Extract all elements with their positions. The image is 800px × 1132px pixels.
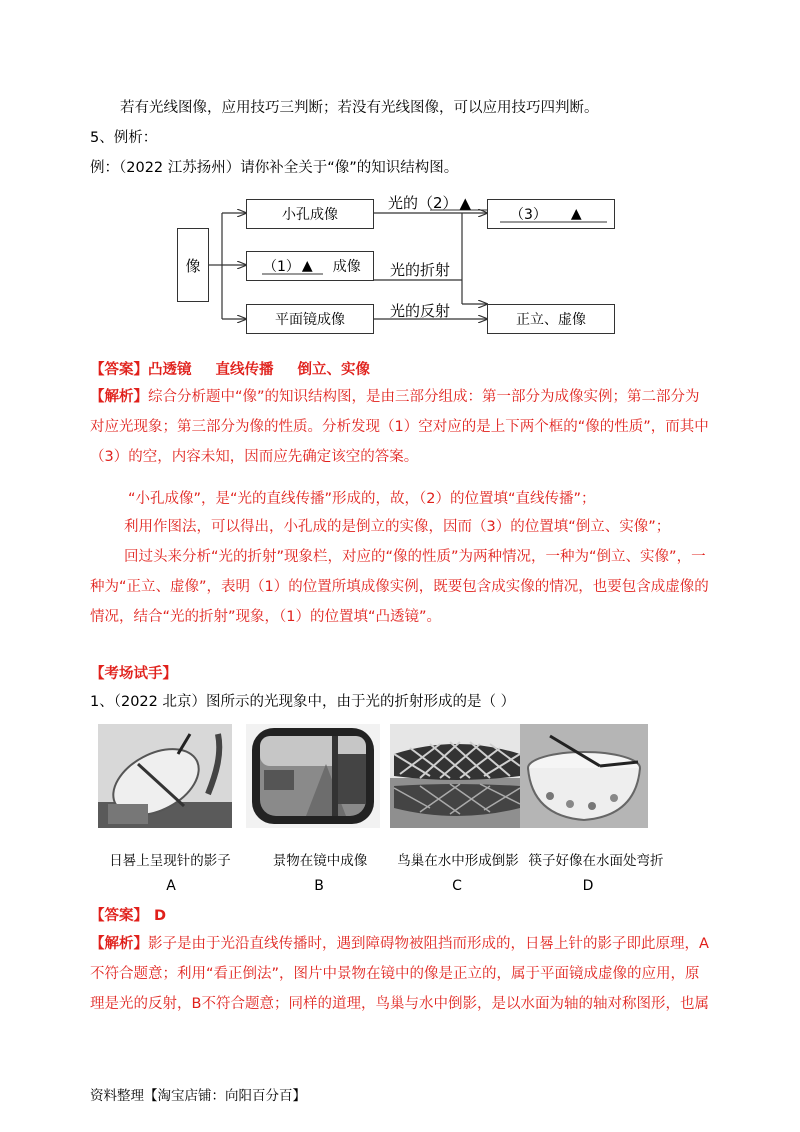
upright-label: 正立、虚像 [516, 312, 586, 328]
diagram-connectors [0, 0, 800, 340]
answer-1-item-1: 凸透镜 [148, 362, 192, 378]
pinhole-label: 小孔成像 [282, 207, 338, 223]
sundial-image-icon [98, 724, 232, 828]
analysis-1-p4: 回过头来分析“光的折射”现象栏，对应的“像的性质”为两种情况，一种为“倒立、实像”，一种为“正立、虚像”，表明（1）的位置所填成像实例，既要包含成实像的情况，也要包含成虚像的情况，结合“光的折射”现象，（1）的位置填“凸透镜”。 [90, 549, 709, 625]
blank1-suffix: 成像 [332, 259, 361, 275]
analysis-2 [90, 929, 712, 1019]
option-a-letter: A [166, 878, 176, 894]
edge-label-bot: 光的反射 [390, 302, 451, 320]
edge-label-mid: 光的折射 [390, 261, 451, 279]
analysis-1-label: 【解析】 [90, 389, 148, 405]
analysis-2-label: 【解析】 [90, 936, 148, 952]
edge-top-triangle-icon: ▲ [459, 194, 472, 212]
diagram-root-label: 像 [185, 256, 201, 275]
answer-1-item-2: 直线传播 [215, 362, 274, 378]
option-c-image [390, 724, 524, 828]
option-a-caption: 日晷上呈现针的影子 [109, 853, 231, 869]
analysis-1-p1 [90, 382, 710, 472]
diagram-root-box [177, 228, 209, 302]
answer-2-label: 【答案】 [90, 908, 148, 924]
option-d-letter: D [582, 878, 594, 894]
diagram-box-blank3 [487, 199, 615, 229]
practice-heading: 【考场试手】 [90, 666, 177, 682]
answer-1-item-3: 倒立、实像 [297, 362, 370, 378]
answer-1-label: 【答案】 [90, 362, 148, 378]
answer-1 [90, 360, 370, 380]
blank1-number: （1） [263, 259, 300, 275]
birds-nest-image-icon [390, 724, 524, 828]
option-c-caption: 鸟巢在水中形成倒影 [397, 853, 519, 869]
diagram-box-blank1 [246, 251, 374, 281]
knowledge-diagram [0, 0, 800, 340]
mirror-label: 平面镜成像 [275, 312, 345, 328]
diagram-box-pinhole [246, 199, 374, 229]
answer-2 [90, 906, 166, 926]
edge-top-text: 光的（2） [388, 194, 458, 212]
intro-line: 若有光线图像，应用技巧三判断；若没有光线图像，可以应用技巧四判断。 [120, 100, 599, 116]
chopsticks-bowl-image-icon [520, 724, 648, 828]
analysis-1-p3: 利用作图法，可以得出，小孔成的是倒立的实像，因而（3）的位置填“倒立、实像”； [124, 519, 671, 535]
analysis-1-p1-text: 综合分析题中“像”的知识结构图，是由三部分组成：第一部分为成像实例；第二部分为对应光现象；第三部分为像的性质。分析发现（1）空对应的是上下两个框的“像的性质”，而其中（3）的空，内容未知，因而应先确定该空的答案。 [90, 389, 709, 465]
footer: 资料整理【淘宝店铺：向阳百分百】 [90, 1088, 306, 1104]
option-d-image [520, 724, 648, 828]
option-d-caption: 筷子好像在水面处弯折 [528, 853, 664, 869]
edge-label-top [388, 192, 471, 213]
option-b-image [246, 724, 380, 828]
answer-2-value: D [154, 908, 167, 924]
analysis-1-p2: “小孔成像”，是“光的直线传播”形成的，故，（2）的位置填“直线传播”； [128, 491, 596, 507]
blank1-triangle-icon: ▲ [301, 258, 313, 274]
option-b-letter: B [314, 878, 324, 894]
example-prompt: 例：（2022 江苏扬州）请你补全关于“像”的知识结构图。 [90, 160, 459, 176]
diagram-box-mirror [246, 304, 374, 334]
analysis-2-text: 影子是由于光沿直线传播时，遇到障碍物被阻挡而形成的，日晷上针的影子即此原理，A不符合题意；利用“看正倒法”，图片中景物在镜中的像是正立的，属于平面镜成虚像的应用，原理是光的反射，B不符合题意；同样的道理，鸟巢与水中倒影，是以水面为轴的轴对称图形，也属 [90, 936, 709, 1012]
option-b-caption: 景物在镜中成像 [272, 853, 368, 869]
question-1: 1、（2022 北京）图所示的光现象中，由于光的折射形成的是（ ） [90, 694, 516, 710]
option-a-image [98, 724, 232, 828]
diagram-box-upright [487, 304, 615, 334]
blank3-triangle-icon: ▲ [570, 206, 582, 222]
option-c-letter: C [452, 878, 462, 894]
section-heading: 5、例析： [90, 130, 158, 146]
blank3-number: （3） [510, 207, 547, 223]
car-mirror-image-icon [246, 724, 380, 828]
